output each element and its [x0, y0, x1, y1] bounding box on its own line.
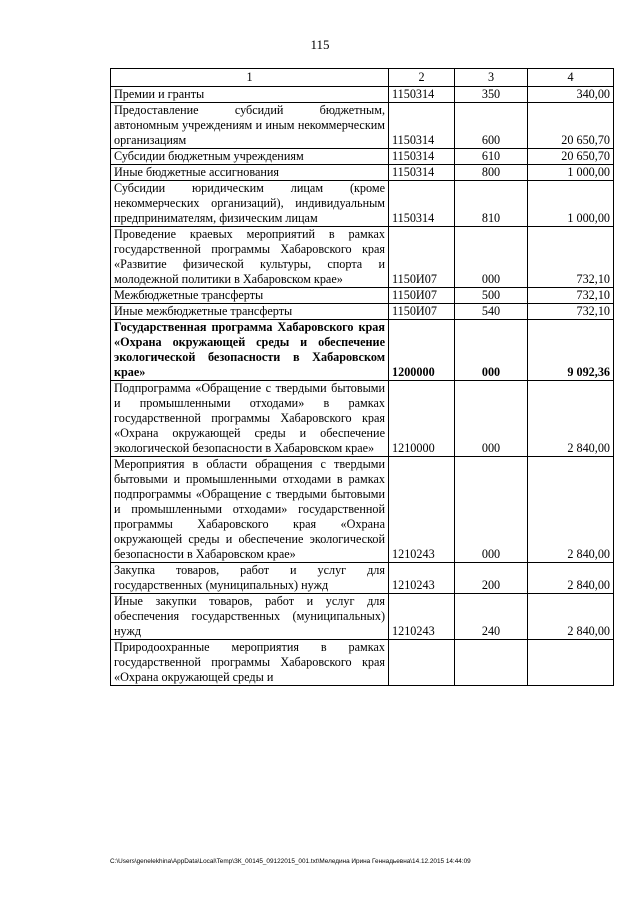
row-sum-cell: 2 840,00 [528, 594, 614, 640]
table-row [111, 320, 614, 381]
table-row [111, 381, 614, 457]
row-code-cell: 1150314 [389, 165, 455, 181]
row-type-cell [455, 640, 528, 686]
row-sum-cell: 732,10 [528, 304, 614, 320]
row-sum-cell: 732,10 [528, 227, 614, 288]
row-type-cell: 000 [455, 320, 528, 381]
row-code-cell [389, 640, 455, 686]
row-sum-cell: 2 840,00 [528, 563, 614, 594]
row-sum-cell: 1 000,00 [528, 181, 614, 227]
row-code-cell: 1210000 [389, 381, 455, 457]
row-name-cell: Иные бюджетные ассигнования [111, 165, 389, 181]
row-sum-cell: 20 650,70 [528, 103, 614, 149]
row-sum-cell: 2 840,00 [528, 457, 614, 563]
row-type-cell: 000 [455, 381, 528, 457]
row-name-cell: Закупка товаров, работ и услуг для государственных (муниципальных) нужд [111, 563, 389, 594]
row-name-cell: Мероприятия в области обращения с твердыми бытовыми и промышленными отходами в рамках подпрограммы «Обращение с твердыми бытовыми и промышленными отходами» государственной программы Хабаровского края «Охрана окружающей среды и обеспечение экологической безопасности в Хабаровском крае» [111, 457, 389, 563]
row-sum-cell: 1 000,00 [528, 165, 614, 181]
table-row [111, 457, 614, 563]
row-type-cell: 610 [455, 149, 528, 165]
budget-table [110, 68, 614, 686]
row-code-cell: 1150И07 [389, 288, 455, 304]
table-row [111, 149, 614, 165]
row-sum-cell: 9 092,36 [528, 320, 614, 381]
row-code-cell: 1150314 [389, 181, 455, 227]
column-header: 2 [389, 69, 455, 87]
row-name-cell: Природоохранные мероприятия в рамках государственной программы Хабаровского края «Охрана окружающей среды и [111, 640, 389, 686]
row-code-cell: 1150314 [389, 87, 455, 103]
row-code-cell: 1210243 [389, 563, 455, 594]
row-type-cell: 000 [455, 227, 528, 288]
row-name-cell: Предоставление субсидий бюджетным, автономным учреждениям и иным некоммерческим организациям [111, 103, 389, 149]
row-type-cell: 240 [455, 594, 528, 640]
table-row [111, 640, 614, 686]
row-type-cell: 000 [455, 457, 528, 563]
table-row [111, 563, 614, 594]
table-row [111, 594, 614, 640]
row-type-cell: 600 [455, 103, 528, 149]
row-name-cell: Иные закупки товаров, работ и услуг для обеспечения государственных (муниципальных) нужд [111, 594, 389, 640]
row-name-cell: Проведение краевых мероприятий в рамках государственной программы Хабаровского края «Развитие физической культуры, спорта и молодежной политики в Хабаровском крае» [111, 227, 389, 288]
table-header-row [111, 69, 614, 87]
row-name-cell: Субсидии юридическим лицам (кроме некоммерческих организаций), индивидуальным предпринимателям, физическим лицам [111, 181, 389, 227]
column-header: 4 [528, 69, 614, 87]
page-number: 115 [310, 37, 330, 52]
table-row [111, 181, 614, 227]
row-type-cell: 800 [455, 165, 528, 181]
row-name-cell: Межбюджетные трансферты [111, 288, 389, 304]
row-code-cell: 1150И07 [389, 227, 455, 288]
file-path-footer: C:\Users\genelekhina\AppData\Local\Temp\ЗК_00145_09122015_001.txt\Меледина Ирина Геннадьевна\14.12.2015 14:44:09 [110, 858, 471, 865]
row-sum-cell: 732,10 [528, 288, 614, 304]
row-code-cell: 1150И07 [389, 304, 455, 320]
row-type-cell: 540 [455, 304, 528, 320]
row-name-cell: Премии и гранты [111, 87, 389, 103]
row-sum-cell: 340,00 [528, 87, 614, 103]
row-sum-cell [528, 640, 614, 686]
row-type-cell: 200 [455, 563, 528, 594]
row-code-cell: 1210243 [389, 594, 455, 640]
row-type-cell: 500 [455, 288, 528, 304]
row-code-cell: 1210243 [389, 457, 455, 563]
table-row [111, 165, 614, 181]
table-row [111, 288, 614, 304]
row-code-cell: 1150314 [389, 149, 455, 165]
row-type-cell: 810 [455, 181, 528, 227]
column-header: 1 [111, 69, 389, 87]
row-name-cell: Субсидии бюджетным учреждениям [111, 149, 389, 165]
row-name-cell: Иные межбюджетные трансферты [111, 304, 389, 320]
row-name-cell: Государственная программа Хабаровского края «Охрана окружающей среды и обеспечение экологической безопасности в Хабаровском крае» [111, 320, 389, 381]
table-row [111, 87, 614, 103]
table-row [111, 304, 614, 320]
row-name-cell: Подпрограмма «Обращение с твердыми бытовыми и промышленными отходами» в рамках государственной программы Хабаровского края «Охрана окружающей среды и обеспечение экологической безопасности в Хабаровском крае» [111, 381, 389, 457]
row-sum-cell: 2 840,00 [528, 381, 614, 457]
row-type-cell: 350 [455, 87, 528, 103]
row-code-cell: 1200000 [389, 320, 455, 381]
table-row [111, 227, 614, 288]
row-code-cell: 1150314 [389, 103, 455, 149]
table-row [111, 103, 614, 149]
column-header: 3 [455, 69, 528, 87]
row-sum-cell: 20 650,70 [528, 149, 614, 165]
